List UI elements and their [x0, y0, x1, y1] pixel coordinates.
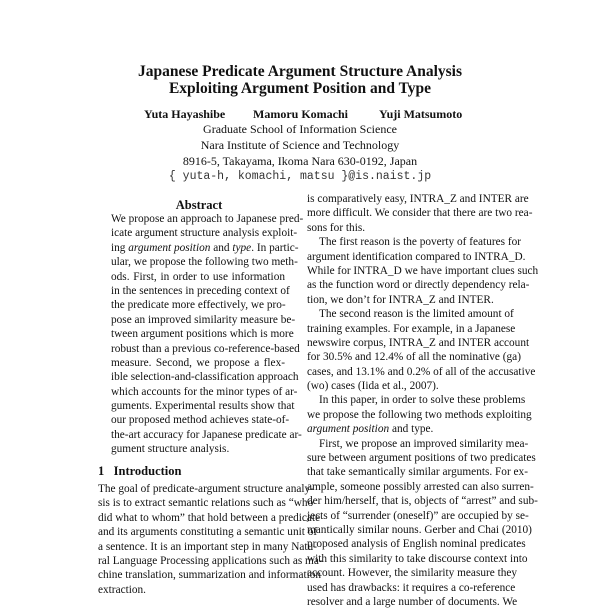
text-line: newswire corpus, INTRA_Z and INTER account [307, 336, 530, 349]
text-line: gument structure analysis. [111, 443, 230, 456]
text-line: pose an improved similarity measure be- [111, 313, 296, 326]
text-line: der him/herself, that is, objects of “arrest” and sub- [307, 495, 538, 508]
right-column-body [307, 192, 539, 609]
text-line: ample, someone possibly arrested can also surren- [307, 480, 534, 493]
text-line: The goal of predicate-argument structure analy- [98, 483, 314, 495]
text-line: sis is to extract semantic relations such as “who [98, 497, 314, 510]
abstract-heading: Abstract [175, 198, 223, 212]
text-segment: and [210, 241, 233, 254]
text-line: and its arguments constituting a semantic unit of [98, 526, 318, 539]
text-line: proposed analysis of English nominal predicates [307, 538, 526, 551]
text-line: While for INTRA_D we have important clues such [307, 264, 539, 277]
text-line: in the sentences in preceding context of [111, 284, 290, 297]
affiliation-institute: Nara Institute of Science and Technology [200, 138, 400, 152]
text-line: did what to whom” that hold between a predicate [98, 511, 321, 524]
text-line [111, 241, 299, 255]
text-line: sons for this. [307, 221, 366, 234]
section-heading-introduction: 1 Introduction [98, 464, 182, 478]
text-segment: ing [111, 241, 129, 254]
text-line: which accounts for the minor types of ar- [111, 385, 298, 398]
text-line: account. However, the similarity measure they [307, 567, 518, 580]
text-line: with this similarity to take discourse context into [307, 552, 528, 565]
text-line: used has drawbacks: it requires a co-reference [307, 581, 516, 594]
text-line: The first reason is the poverty of features for [319, 236, 522, 249]
paper-title-line-1: Japanese Predicate Argument Structure Analysis [137, 63, 463, 80]
affiliation-address: 8916-5, Takayama, Ikoma Nara 630-0192, Japan [182, 154, 418, 168]
text-line: the predicate more effectively, we pro- [111, 299, 286, 312]
abstract-body [111, 212, 304, 457]
text-line: We propose an approach to Japanese pred- [111, 213, 304, 225]
text-line: extraction. [98, 583, 146, 596]
text-line: training examples. For example, in a Japanese [307, 322, 516, 335]
text-segment: and type. [389, 423, 434, 436]
text-line: for 30.5% and 12.4% of all the nominative (ga) [307, 351, 521, 364]
author-3: Yuji Matsumoto [379, 107, 463, 121]
text-line: robust than a previous co-reference-based [111, 342, 300, 355]
text-line: (wo) cases (Iida et al., 2007). [307, 380, 439, 393]
text-line: cases, and 13.1% and 0.2% of all of the accusative [307, 365, 536, 378]
text-line: ral Language Processing applications such as ma- [98, 554, 323, 567]
text-line: First, we propose an improved similarity mea- [319, 437, 529, 450]
italic-term: argument position [128, 241, 211, 254]
paper-title-line-2: Exploiting Argument Position and Type [168, 80, 432, 97]
text-line: In this paper, in order to solve these problems [319, 394, 526, 407]
introduction-body [98, 482, 323, 597]
text-line: chine translation, summarization and information [98, 569, 322, 582]
text-line: that take semantically similar arguments. For ex- [307, 466, 528, 479]
text-line: icate argument structure analysis exploit- [111, 227, 298, 240]
text-line: argument identification compared to INTRA_D. [307, 250, 526, 263]
text-line: the-art accuracy for Japanese predicate ar- [111, 428, 302, 441]
text-line: guments. Experimental results show that [111, 400, 295, 413]
text-segment: . In partic- [251, 241, 299, 254]
text-line: tween argument positions which is more [111, 328, 294, 341]
text-line: The second reason is the limited amount of [319, 308, 514, 321]
text-line: as the function word or directly dependency rela- [307, 279, 530, 292]
text-line: our proposed method achieves state-of- [111, 414, 290, 427]
text-line: sure between argument positions of two predicates [307, 452, 536, 465]
text-line: is comparatively easy, INTRA_Z and INTER are [307, 193, 529, 205]
text-line: jects of “surrender (oneself)” are occupied by se- [307, 509, 529, 522]
text-line: ular, we propose the following two meth- [111, 256, 298, 269]
author-1: Yuta Hayashibe [144, 107, 226, 121]
author-2: Mamoru Komachi [253, 107, 348, 121]
italic-term: type [232, 241, 252, 254]
text-line: more difficult. We consider that there are two rea- [307, 207, 533, 220]
text-line: measure. Second, we propose a flex- [111, 356, 285, 369]
text-line: ods. First, in order to use information [111, 270, 285, 283]
text-line: resolver and a large number of documents. We [307, 595, 518, 608]
italic-term: argument position [307, 423, 390, 436]
text-line: tion, we don’t for INTRA_Z and INTER. [307, 293, 494, 306]
text-line: mantically similar nouns. Gerber and Chai (2010) [307, 523, 532, 536]
text-line: we propose the following two methods exploiting [307, 408, 532, 421]
text-line [307, 422, 503, 436]
author-emails: { yuta-h, komachi, matsu }@is.naist.jp [168, 170, 432, 183]
text-line: ible selection-and-classification approach [111, 371, 299, 384]
affiliation-school: Graduate School of Information Science [203, 122, 397, 136]
text-line: a sentence. It is an important step in many Natu- [98, 540, 317, 553]
